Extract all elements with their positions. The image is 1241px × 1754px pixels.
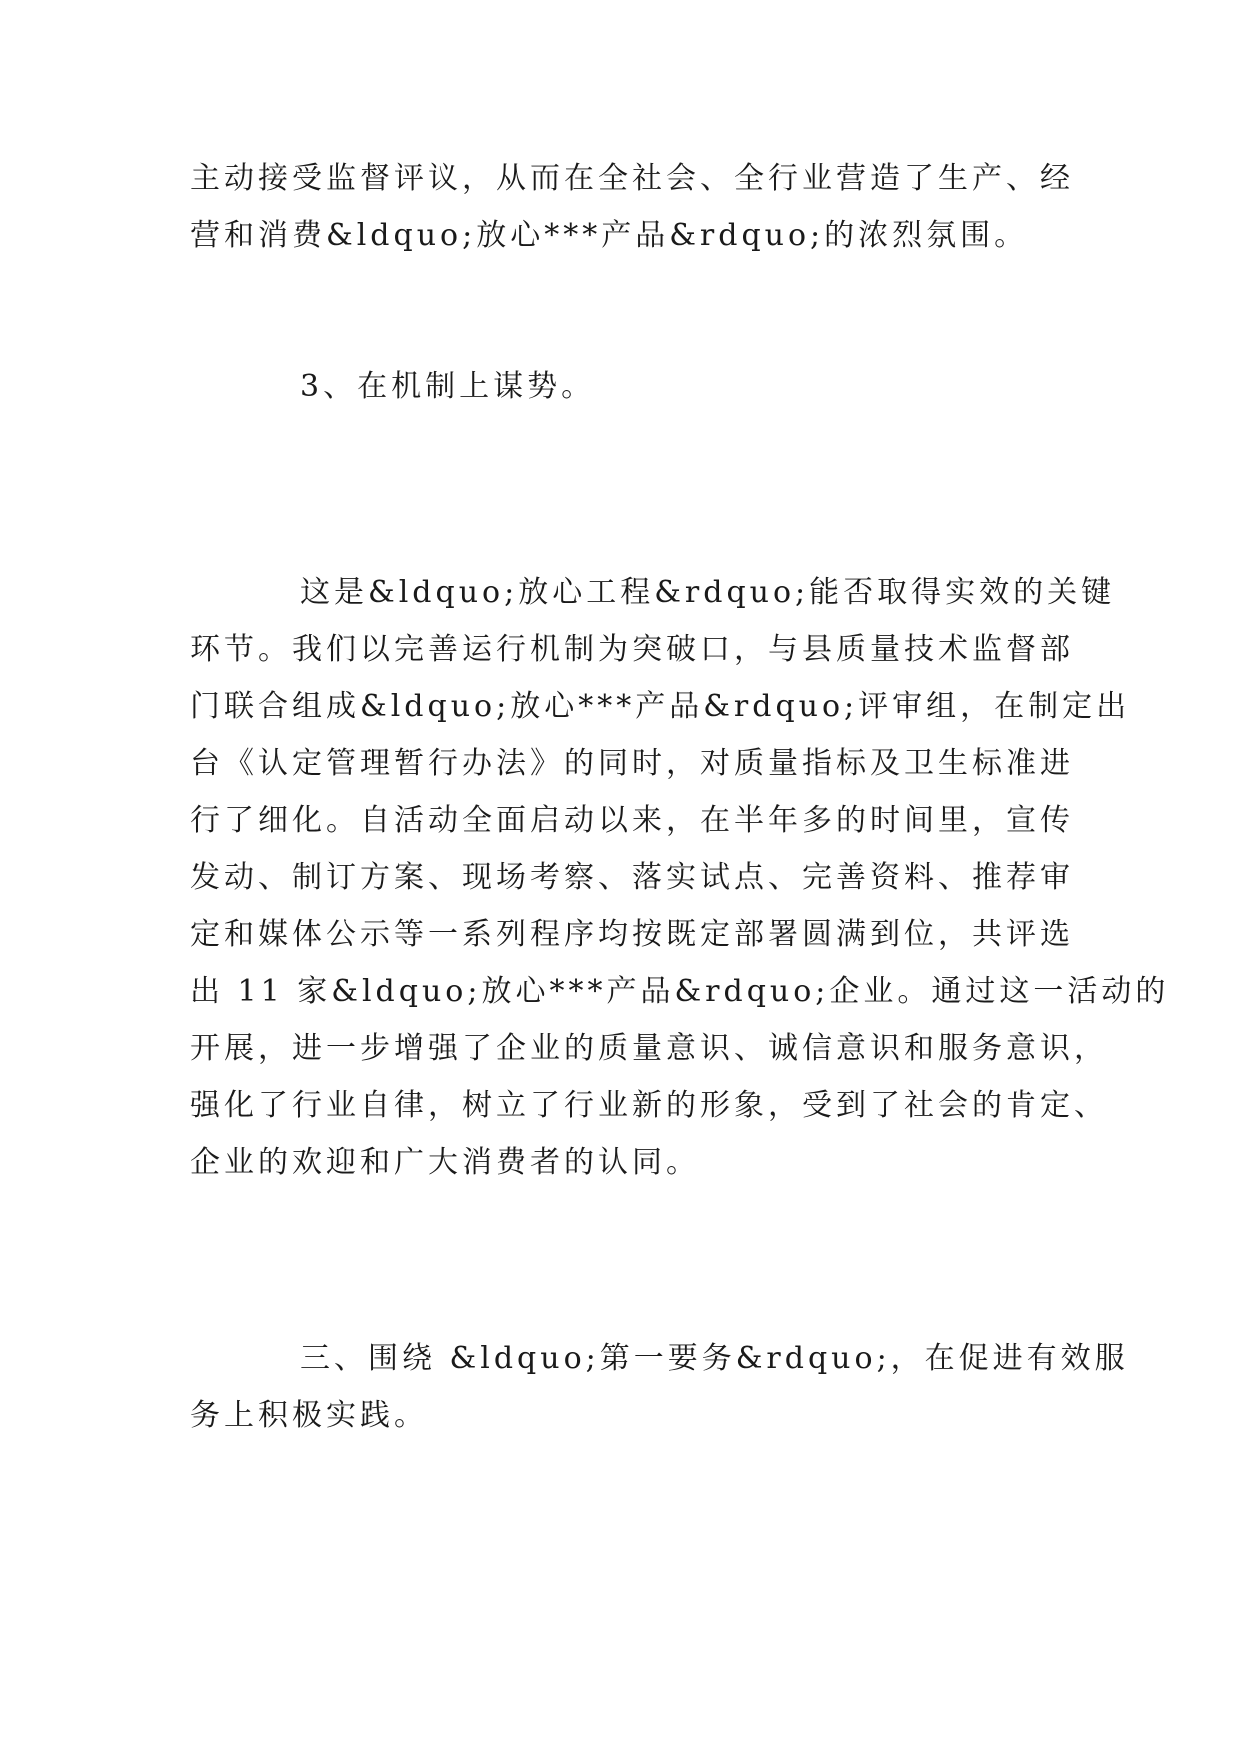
text-line: 主动接受监督评议，从而在全社会、全行业营造了生产、经: [190, 161, 1074, 196]
text-line: 行了细化。自活动全面启动以来，在半年多的时间里，宣传: [190, 803, 1074, 838]
text-line: 开展，进一步增强了企业的质量意识、诚信意识和服务意识，: [190, 1031, 1108, 1066]
paragraph-intro: [190, 150, 1074, 264]
heading-text: 3、在机制上谋势。: [300, 369, 596, 404]
text-line: 这是&ldquo;放心工程&rdquo;能否取得实效的关键: [300, 575, 1116, 610]
text-line: 发动、制订方案、现场考察、落实试点、完善资料、推荐审: [190, 860, 1074, 895]
text-line: 营和消费&ldquo;放心***产品&rdquo;的浓烈氛围。: [190, 218, 1029, 253]
text-line: 务上积极实践。: [190, 1398, 428, 1433]
text-line: 门联合组成&ldquo;放心***产品&rdquo;评审组，在制定出: [190, 689, 1131, 724]
paragraph-mechanism: [190, 564, 1170, 1191]
text-line: 出 11 家&ldquo;放心***产品&rdquo;企业。通过这一活动的: [190, 974, 1170, 1009]
text-line: 强化了行业自律，树立了行业新的形象，受到了社会的肯定、: [190, 1088, 1108, 1123]
section-heading-three: [190, 1330, 1129, 1444]
subheading-mechanism: [300, 358, 1000, 415]
text-line: 定和媒体公示等一系列程序均按既定部署圆满到位，共评选: [190, 917, 1074, 952]
text-line: 三、围绕 &ldquo;第一要务&rdquo;，在促进有效服: [300, 1341, 1129, 1376]
text-line: 企业的欢迎和广大消费者的认同。: [190, 1145, 700, 1180]
text-line: 环节。我们以完善运行机制为突破口，与县质量技术监督部: [190, 632, 1074, 667]
text-line: 台《认定管理暂行办法》的同时，对质量指标及卫生标准进: [190, 746, 1074, 781]
